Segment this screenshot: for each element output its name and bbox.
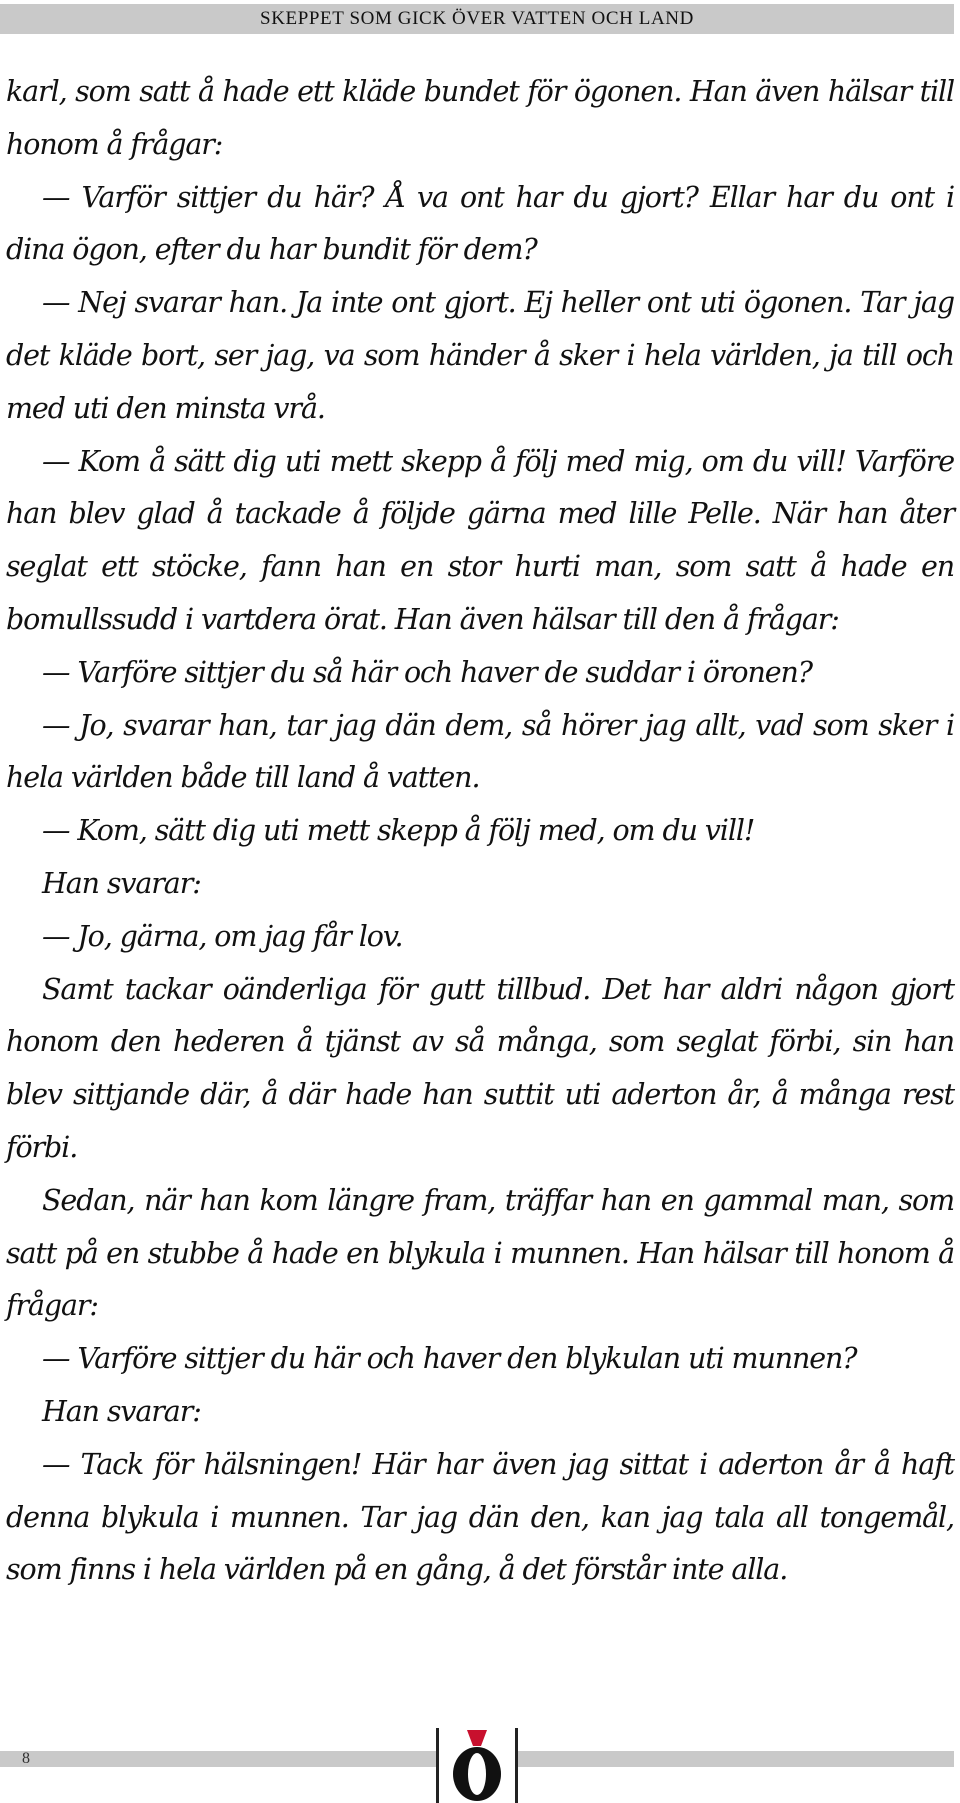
paragraph: — Nej svarar han. Ja inte ont gjort. Ej heller ont uti ögonen. Tar jag det kläde bort, ser jag, va som händer å sker i hela världen, ja till och med uti den minsta vrå. — [6, 286, 954, 425]
paragraph: Han svarar: — [42, 866, 201, 900]
paragraph: Sedan, när han kom längre fram, träffar han en gammal man, som satt på en stubbe å hade en blykula i munnen. Han hälsar till honom å frågar: — [6, 1183, 954, 1323]
paragraph: — Varföre sittjer du här och haver den blykulan uti munnen? — [42, 1342, 857, 1376]
paragraph: karl, som satt å hade ett kläde bundet för ögonen. Han även hälsar till honom å frågar: — [6, 75, 954, 161]
page-body — [6, 66, 954, 1597]
paragraph: Han svarar: — [42, 1394, 201, 1428]
paragraph: — Tack för hälsningen! Här har även jag sittat i aderton år å haft denna blykula i munnen. Tar jag dän den, kan jag tala all tongemål, som finns i hela världen på en gång, å det förstår inte alla. — [6, 1447, 954, 1587]
paragraph: Samt tackar oänderliga för gutt tillbud. Det har aldri någon gjort honom den hederen å tjänst av så många, som seglat förbi, sin han blev sittjande där, å där hade han suttit uti aderton år, å många rest förbi. — [6, 972, 954, 1164]
paragraph: — Varföre sittjer du så här och haver de suddar i öronen? — [42, 655, 812, 689]
paragraph: — Varför sittjer du här? Å va ont har du gjort? Ellar har du ont i dina ögon, efter du har bundit för dem? — [6, 180, 954, 267]
footer-bar-left — [0, 1751, 438, 1767]
footer-bar-right — [516, 1751, 954, 1767]
publisher-logo-icon — [436, 1728, 518, 1803]
paragraph: — Jo, svarar han, tar jag dän dem, så hörer jag allt, vad som sker i hela världen både till land å vatten. — [6, 708, 954, 795]
page-number: 8 — [22, 1750, 30, 1767]
paragraph: — Kom, sätt dig uti mett skepp å följ med, om du vill! — [42, 814, 755, 848]
running-head: SKEPPET SOM GICK ÖVER VATTEN OCH LAND — [260, 8, 694, 29]
paragraph: — Jo, gärna, om jag får lov. — [42, 919, 403, 953]
paragraph: — Kom å sätt dig uti mett skepp å följ med mig, om du vill! Varföre han blev glad å tackade å följde gärna med lille Pelle. När han åter seglat ett stöcke, fann han en stor hurti man, som satt å hade en bomullssudd i vartdera örat. Han även hälsar till den å frågar: — [6, 444, 954, 636]
